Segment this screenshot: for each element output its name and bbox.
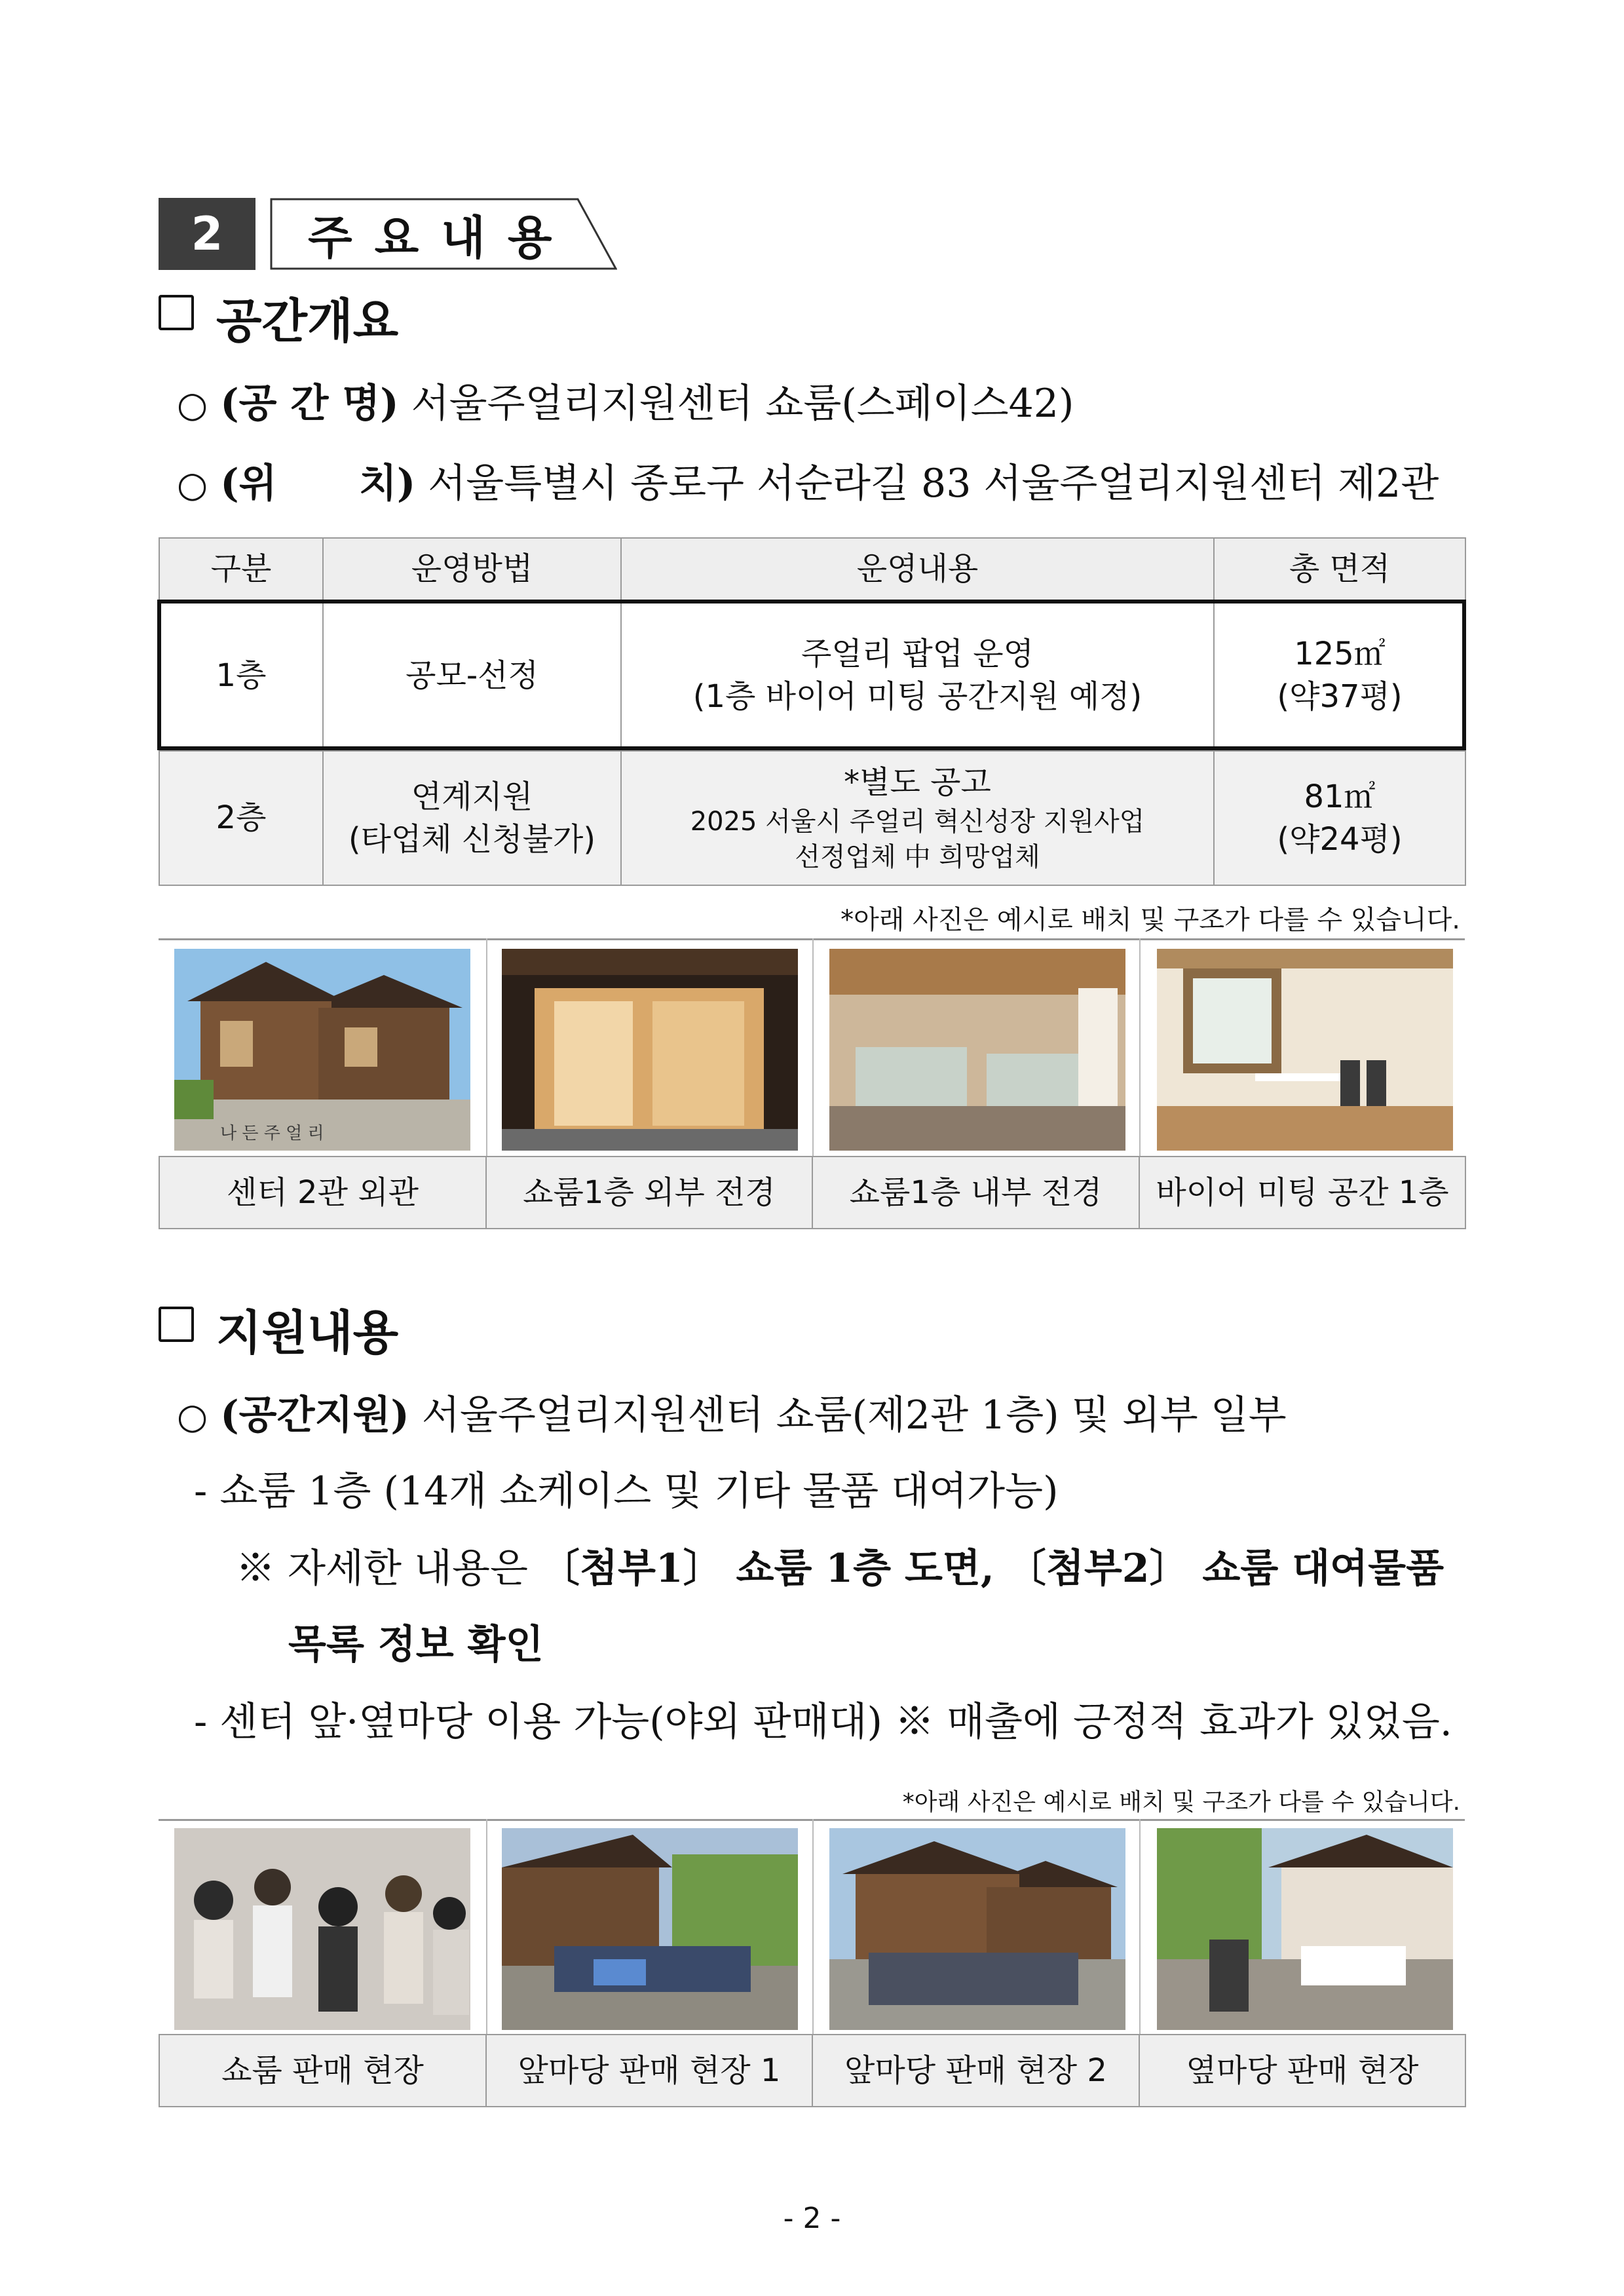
photo-divider [1139, 1819, 1141, 2034]
table-row [159, 600, 1465, 751]
operations-table [159, 537, 1466, 886]
header-cell: 운영내용 [621, 538, 1214, 600]
sign-text: 나 든 주 얼 리 [220, 1124, 324, 1143]
photo-band-divider [159, 938, 1465, 940]
content-line: 주얼리 팝업 운영 [801, 636, 1034, 673]
table-row [159, 751, 1465, 885]
photo-caption-table-2 [159, 2034, 1466, 2107]
item-text: 서울주얼리지원센터 쇼룸(제2관 1층) 및 외부 일부 [421, 1392, 1287, 1438]
overview-heading: 공간개요 [216, 293, 399, 349]
floor-cell: 2층 [159, 751, 323, 885]
header-cell: 총 면적 [1214, 538, 1465, 600]
page-number: - 2 - [783, 2202, 841, 2235]
circle-bullet-icon: ○ [177, 384, 208, 425]
content-cell [621, 751, 1214, 885]
reference-attachment-1: 〔첨부1〕 쇼룸 1층 도면, [540, 1546, 994, 1592]
content-line: 선정업체 中 희망업체 [795, 841, 1040, 872]
photo-divider [486, 938, 487, 1156]
reference-mark: ※ [236, 1546, 275, 1592]
photo-note: *아래 사진은 예시로 배치 및 구조가 다를 수 있습니다. [840, 905, 1460, 935]
area-value: 81㎡ [1304, 778, 1376, 815]
support-heading: 지원내용 [216, 1305, 399, 1360]
support-dash-2: - 센터 앞·옆마당 이용 가능(야외 판매대) ※ 매출에 긍정적 효과가 있었음. [194, 1699, 1452, 1745]
photo-caption: 옆마당 판매 현장 [1139, 2035, 1465, 2107]
section-number: 2 [159, 198, 255, 270]
photo-caption: 앞마당 판매 현장 2 [812, 2035, 1139, 2107]
photo-caption-table-1 [159, 1156, 1466, 1229]
photo-buyer-meeting-space [1157, 949, 1453, 1151]
photo-caption: 센터 2관 외관 [159, 1157, 486, 1229]
content-cell [621, 600, 1214, 751]
area-cell [1214, 751, 1465, 885]
circle-bullet-icon: ○ [177, 1396, 208, 1437]
support-item [177, 1384, 1287, 1440]
photo-showroom-interior [829, 949, 1125, 1151]
photo-band-divider [159, 1819, 1465, 1821]
item-text: 서울특별시 종로구 서순라길 83 서울주얼리지원센터 제2관 [428, 461, 1439, 507]
header-cell: 구분 [159, 538, 323, 600]
checkbox-icon [159, 295, 194, 330]
photo-side-yard-sales [1157, 1828, 1453, 2030]
reference-text: 자세한 내용은 [288, 1546, 528, 1592]
method-cell: 공모-선정 [323, 600, 621, 751]
photo-divider [486, 1819, 487, 2034]
area-value: 125㎡ [1294, 636, 1386, 673]
circle-bullet-icon: ○ [177, 464, 208, 505]
photo-divider [812, 1819, 814, 2034]
photo-divider [812, 938, 814, 1156]
photo-showroom-exterior [502, 949, 798, 1151]
area-pyeong: (약24평) [1277, 820, 1403, 858]
method-line: 연계지원 [411, 778, 533, 815]
photo-caption: 바이어 미팅 공간 1층 [1139, 1157, 1465, 1229]
reference-attachment-2: 〔첨부2〕 쇼룸 대여물품 [1006, 1546, 1445, 1592]
photo-divider [1139, 938, 1141, 1156]
overview-item-name [177, 372, 1074, 429]
support-dash-1: - 쇼룸 1층 (14개 쇼케이스 및 기타 물품 대여가능) [194, 1468, 1059, 1514]
item-label: (위 치) [220, 461, 416, 507]
header-cell: 운영방법 [323, 538, 621, 600]
photo-caption: 쇼룸1층 외부 전경 [486, 1157, 812, 1229]
content-line: (1층 바이어 미팅 공간지원 예정) [692, 678, 1142, 715]
support-reference-line2: 목록 정보 확인 [288, 1622, 544, 1668]
method-line: (타업체 신청불가) [348, 820, 596, 858]
photo-front-yard-sales-1 [502, 1828, 798, 2030]
floor-cell: 1층 [159, 600, 323, 751]
photo-caption: 쇼룸1층 내부 전경 [812, 1157, 1139, 1229]
item-text: 서울주얼리지원센터 쇼룸(스페이스42) [411, 381, 1074, 427]
photo-caption: 쇼룸 판매 현장 [159, 2035, 486, 2107]
content-line: *별도 공고 [844, 764, 991, 801]
area-cell [1214, 600, 1465, 751]
checkbox-icon [159, 1307, 194, 1342]
photo-showroom-sales [174, 1828, 470, 2030]
section-title: 주요내용 [308, 210, 575, 265]
table-header-row [159, 538, 1465, 600]
support-reference [236, 1537, 1444, 1594]
area-pyeong: (약37평) [1277, 678, 1403, 715]
overview-item-location [177, 452, 1439, 508]
photo-note: *아래 사진은 예시로 배치 및 구조가 다를 수 있습니다. [902, 1789, 1460, 1816]
item-label: (공 간 명) [220, 381, 399, 427]
photo-caption: 앞마당 판매 현장 1 [486, 2035, 812, 2107]
method-cell [323, 751, 621, 885]
item-label: (공간지원) [220, 1392, 409, 1438]
photo-front-yard-sales-2 [829, 1828, 1125, 2030]
photo-center-exterior [174, 949, 470, 1151]
content-line: 2025 서울시 주얼리 혁신성장 지원사업 [690, 806, 1145, 837]
